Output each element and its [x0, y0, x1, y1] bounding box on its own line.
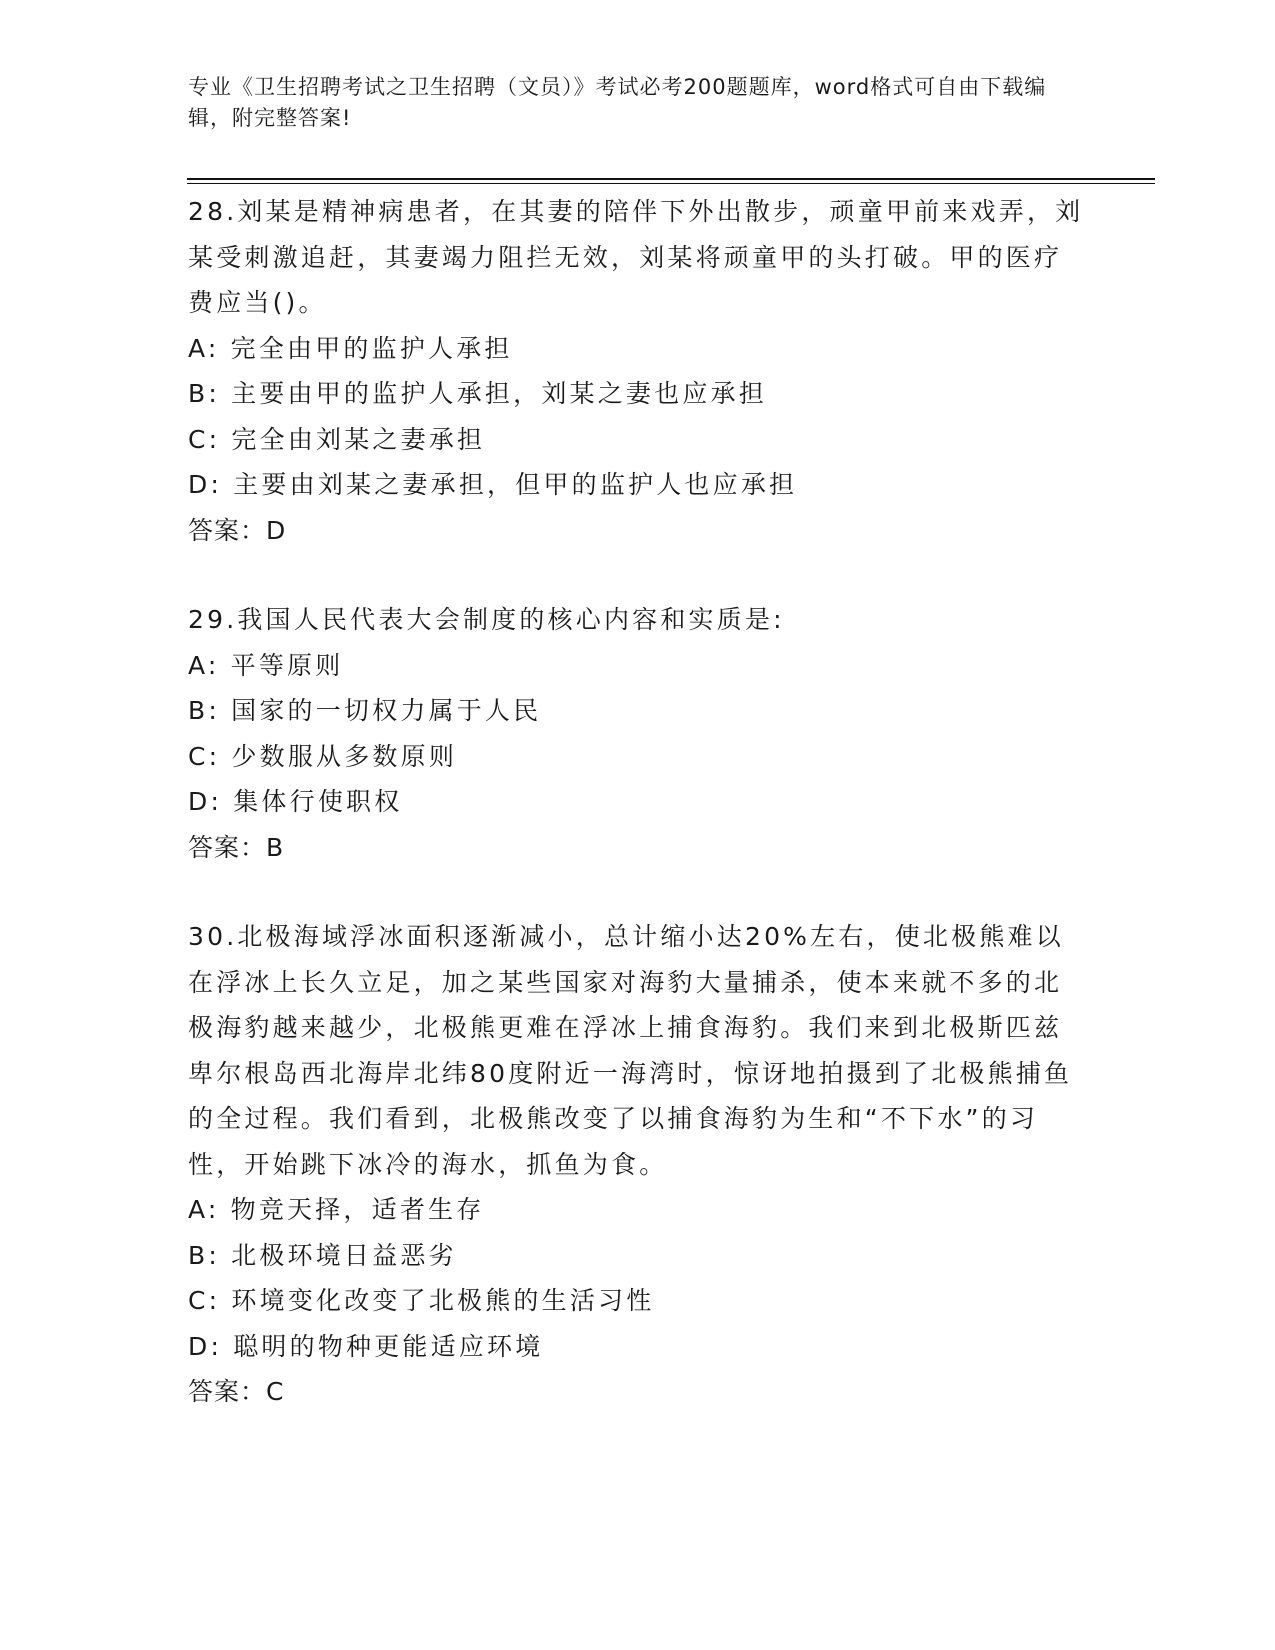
question-stem: 30.北极海域浮冰面积逐渐减小，总计缩小达20%左右，使北极熊难以在浮冰上长久立足，加之某些国家对海豹大量捕杀，使本来就不多的北极海豹越来越少，北极熊更难在浮冰上捕食海豹。我们来到北极斯匹兹卑尔根岛西北海岸北纬80度附近一海湾时，惊讶地拍摄到了北极熊捕鱼的全过程。我们看到，北极熊改变了以捕食海豹为生和“不下水”的习性，开始跳下冰冷的海水，抓鱼为食。: [188, 922, 1073, 1179]
question-stem: 29.我国人民代表大会制度的核心内容和实质是:: [188, 605, 785, 634]
answer-label: 答案：: [188, 515, 267, 545]
answer-line: [188, 1369, 1088, 1415]
option-c: C: 完全由刘某之妻承担: [188, 424, 486, 454]
header-rule-thin: [187, 183, 1155, 184]
answer-line: [188, 825, 1088, 871]
option-d: D: 集体行使职权: [188, 787, 403, 816]
answer-value: D: [266, 515, 287, 545]
option-d: D: 主要由刘某之妻承担，但甲的监护人也应承担: [188, 470, 798, 499]
answer-line: [188, 508, 1088, 554]
question-stem: 28.刘某是精神病患者，在其妻的陪伴下外出散步，顽童甲前来戏弄，刘某受刺激追赶，其妻竭力阻拦无效，刘某将顽童甲的头打破。甲的医疗费应当()。: [188, 197, 1084, 317]
option-a: A: 完全由甲的监护人承担: [188, 333, 513, 363]
option-b: B: 主要由甲的监护人承担，刘某之妻也应承担: [188, 379, 767, 408]
question-29: [188, 597, 1088, 870]
option-c: C: 环境变化改变了北极熊的生活习性: [188, 1286, 655, 1315]
answer-label: 答案：: [188, 832, 267, 862]
answer-value: B: [266, 832, 285, 862]
question-30: [188, 914, 1088, 1415]
option-a: A: 平等原则: [188, 650, 344, 680]
option-b: B: 北极环境日益恶劣: [188, 1240, 457, 1270]
answer-label: 答案：: [188, 1377, 267, 1406]
option-d: D: 聪明的物种更能适应环境: [188, 1331, 544, 1361]
question-28: [188, 189, 1088, 553]
header-rule-thick: [187, 178, 1155, 180]
option-b: B: 国家的一切权力属于人民: [188, 696, 542, 725]
document-header: 专业《卫生招聘考试之卫生招聘（文员）》考试必考200题题库，word格式可自由下载编辑，附完整答案!: [188, 75, 1047, 130]
answer-value: C: [266, 1377, 285, 1406]
option-c: C: 少数服从多数原则: [188, 741, 458, 771]
option-a: A: 物竞天择，适者生存: [188, 1195, 485, 1224]
